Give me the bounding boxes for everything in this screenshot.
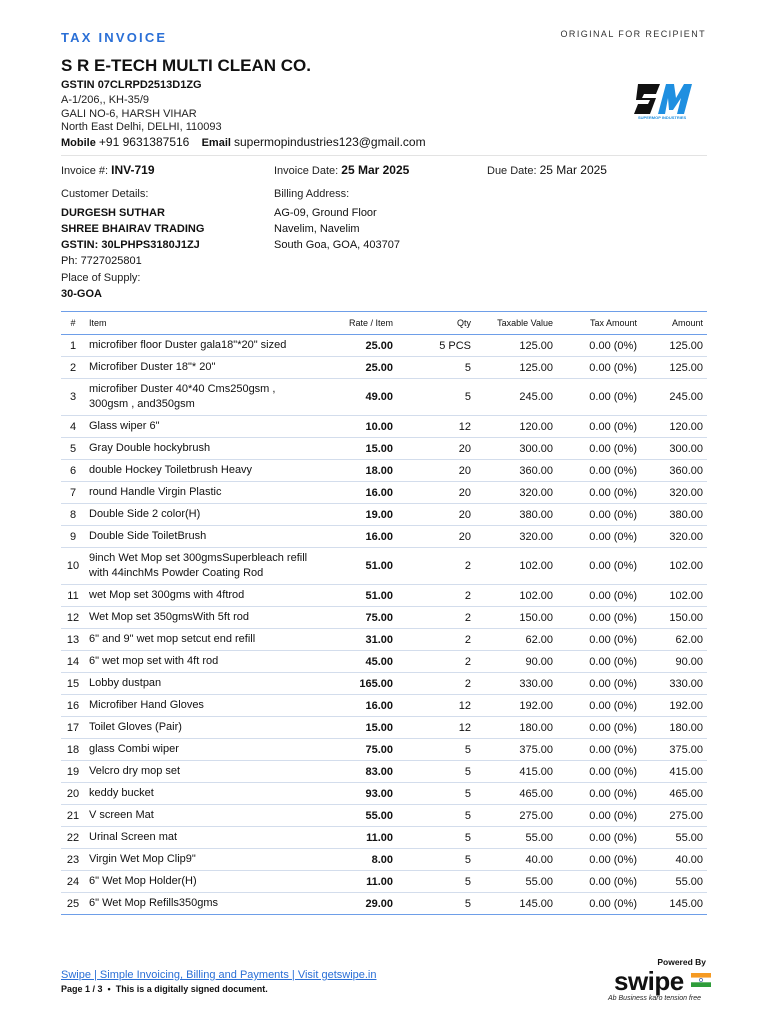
row-rate: 25.00: [315, 357, 397, 379]
customer-company: SHREE BHAIRAV TRADING: [61, 223, 205, 235]
row-num: 15: [61, 673, 85, 695]
table-row: [61, 893, 707, 915]
row-taxable: 465.00: [475, 783, 557, 805]
row-qty: 20: [397, 482, 475, 504]
row-item: microfiber floor Duster gala18"*20" sized: [85, 335, 315, 357]
row-taxable: 55.00: [475, 827, 557, 849]
row-qty: 5 PCS: [397, 335, 475, 357]
row-qty: 5: [397, 827, 475, 849]
row-amount: 120.00: [641, 416, 707, 438]
row-amount: 380.00: [641, 504, 707, 526]
row-rate: 10.00: [315, 416, 397, 438]
row-rate: 55.00: [315, 805, 397, 827]
row-tax: 0.00 (0%): [557, 871, 641, 893]
customer-gstin: GSTIN: 30LPHPS3180J1ZJ: [61, 239, 200, 251]
header-divider: [61, 155, 707, 156]
row-qty: 5: [397, 893, 475, 915]
row-num: 12: [61, 607, 85, 629]
seller-address-line2: GALI NO-6, HARSH VIHAR: [61, 107, 197, 120]
powered-by: Powered By: [657, 957, 706, 967]
col-header-taxable: Taxable Value: [475, 312, 557, 335]
col-header-amount: Amount: [641, 312, 707, 335]
row-item: keddy bucket: [85, 783, 315, 805]
row-num: 8: [61, 504, 85, 526]
row-taxable: 360.00: [475, 460, 557, 482]
row-item: microfiber Duster 40*40 Cms250gsm , 300gsm , and350gsm: [85, 379, 315, 416]
row-rate: 15.00: [315, 438, 397, 460]
row-num: 17: [61, 717, 85, 739]
bullet: •: [107, 984, 111, 994]
seller-contact: [61, 135, 426, 149]
row-tax: 0.00 (0%): [557, 460, 641, 482]
table-row: [61, 805, 707, 827]
row-qty: 20: [397, 460, 475, 482]
table-row: [61, 504, 707, 526]
row-num: 9: [61, 526, 85, 548]
row-num: 11: [61, 585, 85, 607]
table-row: [61, 482, 707, 504]
row-taxable: 150.00: [475, 607, 557, 629]
row-amount: 145.00: [641, 893, 707, 915]
row-qty: 12: [397, 695, 475, 717]
row-taxable: 380.00: [475, 504, 557, 526]
row-amount: 320.00: [641, 526, 707, 548]
row-rate: 31.00: [315, 629, 397, 651]
row-rate: 75.00: [315, 607, 397, 629]
row-qty: 5: [397, 739, 475, 761]
row-num: 18: [61, 739, 85, 761]
customer-name: DURGESH SUTHAR: [61, 207, 165, 219]
page-note: [61, 984, 268, 994]
row-num: 1: [61, 335, 85, 357]
row-item: round Handle Virgin Plastic: [85, 482, 315, 504]
row-taxable: 180.00: [475, 717, 557, 739]
row-num: 25: [61, 893, 85, 915]
table-row: [61, 871, 707, 893]
row-num: 13: [61, 629, 85, 651]
row-item: glass Combi wiper: [85, 739, 315, 761]
table-row: [61, 739, 707, 761]
row-rate: 16.00: [315, 695, 397, 717]
row-num: 10: [61, 548, 85, 585]
row-item: double Hockey Toiletbrush Heavy: [85, 460, 315, 482]
row-num: 20: [61, 783, 85, 805]
row-rate: 83.00: [315, 761, 397, 783]
row-item: Virgin Wet Mop Clip9": [85, 849, 315, 871]
row-taxable: 320.00: [475, 482, 557, 504]
row-amount: 180.00: [641, 717, 707, 739]
copy-label: ORIGINAL FOR RECIPIENT: [560, 29, 706, 39]
row-rate: 51.00: [315, 585, 397, 607]
table-row: [61, 849, 707, 871]
row-item: Gray Double hockybrush: [85, 438, 315, 460]
row-taxable: 415.00: [475, 761, 557, 783]
row-tax: 0.00 (0%): [557, 585, 641, 607]
table-row: [61, 629, 707, 651]
table-row: [61, 416, 707, 438]
row-tax: 0.00 (0%): [557, 673, 641, 695]
row-amount: 360.00: [641, 460, 707, 482]
row-tax: 0.00 (0%): [557, 357, 641, 379]
row-taxable: 55.00: [475, 871, 557, 893]
row-amount: 330.00: [641, 673, 707, 695]
row-tax: 0.00 (0%): [557, 607, 641, 629]
customer-details: [61, 186, 204, 269]
row-amount: 465.00: [641, 783, 707, 805]
row-taxable: 330.00: [475, 673, 557, 695]
row-item: Urinal Screen mat: [85, 827, 315, 849]
row-taxable: 62.00: [475, 629, 557, 651]
row-taxable: 192.00: [475, 695, 557, 717]
row-tax: 0.00 (0%): [557, 548, 641, 585]
row-qty: 5: [397, 357, 475, 379]
row-item: Microfiber Hand Gloves: [85, 695, 315, 717]
row-item: Toilet Gloves (Pair): [85, 717, 315, 739]
row-taxable: 90.00: [475, 651, 557, 673]
row-rate: 165.00: [315, 673, 397, 695]
table-row: [61, 673, 707, 695]
row-amount: 150.00: [641, 607, 707, 629]
row-rate: 45.00: [315, 651, 397, 673]
seller-address: [61, 94, 222, 135]
row-item: Velcro dry mop set: [85, 761, 315, 783]
row-tax: 0.00 (0%): [557, 526, 641, 548]
row-qty: 2: [397, 629, 475, 651]
row-amount: 375.00: [641, 739, 707, 761]
row-item: Wet Mop set 350gmsWith 5ft rod: [85, 607, 315, 629]
row-tax: 0.00 (0%): [557, 482, 641, 504]
row-qty: 2: [397, 607, 475, 629]
row-num: 5: [61, 438, 85, 460]
invoice-number-label: Invoice #:: [61, 165, 109, 177]
row-rate: 8.00: [315, 849, 397, 871]
row-qty: 20: [397, 438, 475, 460]
row-amount: 192.00: [641, 695, 707, 717]
row-num: 2: [61, 357, 85, 379]
invoice-number: [61, 163, 155, 177]
row-tax: 0.00 (0%): [557, 504, 641, 526]
row-item: Microfiber Duster 18"* 20": [85, 357, 315, 379]
row-taxable: 145.00: [475, 893, 557, 915]
row-item: 6" Wet Mop Refills350gms: [85, 893, 315, 915]
row-taxable: 125.00: [475, 335, 557, 357]
row-taxable: 320.00: [475, 526, 557, 548]
row-num: 21: [61, 805, 85, 827]
table-row: [61, 357, 707, 379]
row-rate: 16.00: [315, 482, 397, 504]
page-number: Page 1 / 3: [61, 984, 103, 994]
row-amount: 90.00: [641, 651, 707, 673]
row-amount: 62.00: [641, 629, 707, 651]
col-header-tax: Tax Amount: [557, 312, 641, 335]
col-header-qty: Qty: [397, 312, 475, 335]
logo-subtext: SUPERMOP INDUSTRIES: [638, 115, 687, 120]
row-rate: 29.00: [315, 893, 397, 915]
customer-label: Customer Details:: [61, 188, 149, 200]
seller-name: S R E-TECH MULTI CLEAN CO.: [61, 56, 311, 75]
row-qty: 2: [397, 651, 475, 673]
row-tax: 0.00 (0%): [557, 717, 641, 739]
row-taxable: 300.00: [475, 438, 557, 460]
row-item: Glass wiper 6": [85, 416, 315, 438]
row-item: 9inch Wet Mop set 300gmsSuperbleach refill with 44inchMs Powder Coating Rod: [85, 548, 315, 585]
row-tax: 0.00 (0%): [557, 651, 641, 673]
row-num: 19: [61, 761, 85, 783]
row-rate: 16.00: [315, 526, 397, 548]
india-flag-icon: [691, 973, 711, 987]
row-amount: 55.00: [641, 871, 707, 893]
row-tax: 0.00 (0%): [557, 849, 641, 871]
invoice-date-label: Invoice Date:: [274, 165, 339, 177]
row-tax: 0.00 (0%): [557, 379, 641, 416]
row-num: 6: [61, 460, 85, 482]
row-amount: 320.00: [641, 482, 707, 504]
seller-address-line1: A-1/206,, KH-35/9: [61, 94, 150, 106]
row-rate: 15.00: [315, 717, 397, 739]
row-qty: 5: [397, 871, 475, 893]
table-row: [61, 526, 707, 548]
row-qty: 5: [397, 849, 475, 871]
row-tax: 0.00 (0%): [557, 739, 641, 761]
row-qty: 2: [397, 673, 475, 695]
row-qty: 5: [397, 805, 475, 827]
row-rate: 11.00: [315, 827, 397, 849]
row-item: Lobby dustpan: [85, 673, 315, 695]
table-row: [61, 548, 707, 585]
invoice-date: [274, 163, 409, 177]
row-num: 7: [61, 482, 85, 504]
email-label: Email: [201, 137, 231, 149]
customer-phone: Ph: 7727025801: [61, 255, 142, 267]
row-qty: 20: [397, 526, 475, 548]
table-row: [61, 827, 707, 849]
seller-gstin: [61, 79, 202, 91]
billing-line1: AG-09, Ground Floor: [274, 207, 377, 219]
mobile-label: Mobile: [61, 137, 96, 149]
row-num: 3: [61, 379, 85, 416]
row-amount: 300.00: [641, 438, 707, 460]
due-date-value: 25 Mar 2025: [539, 163, 607, 177]
row-qty: 5: [397, 379, 475, 416]
row-qty: 20: [397, 504, 475, 526]
row-qty: 5: [397, 783, 475, 805]
row-amount: 102.00: [641, 585, 707, 607]
table-row: [61, 379, 707, 416]
table-row: [61, 460, 707, 482]
row-num: 16: [61, 695, 85, 717]
seller-gstin-label: GSTIN: [61, 79, 95, 91]
row-tax: 0.00 (0%): [557, 416, 641, 438]
row-item: V screen Mat: [85, 805, 315, 827]
row-tax: 0.00 (0%): [557, 783, 641, 805]
row-rate: 75.00: [315, 739, 397, 761]
table-row: [61, 607, 707, 629]
row-qty: 2: [397, 585, 475, 607]
row-amount: 415.00: [641, 761, 707, 783]
row-item: wet Mop set 300gms with 4ftrod: [85, 585, 315, 607]
billing-line2: Navelim, Navelim: [274, 223, 360, 235]
row-amount: 102.00: [641, 548, 707, 585]
row-tax: 0.00 (0%): [557, 761, 641, 783]
row-tax: 0.00 (0%): [557, 335, 641, 357]
due-date-label: Due Date:: [487, 165, 537, 177]
swipe-brand: swipe: [614, 966, 684, 996]
row-rate: 19.00: [315, 504, 397, 526]
col-header-item: Item: [85, 312, 315, 335]
row-num: 23: [61, 849, 85, 871]
row-rate: 93.00: [315, 783, 397, 805]
items-table: [61, 311, 707, 915]
document-title: TAX INVOICE: [61, 30, 168, 45]
row-item: 6" Wet Mop Holder(H): [85, 871, 315, 893]
row-taxable: 102.00: [475, 548, 557, 585]
row-rate: 18.00: [315, 460, 397, 482]
table-header-row: [61, 312, 707, 335]
supply-value: 30-GOA: [61, 288, 102, 300]
row-item: 6" and 9" wet mop setcut end refill: [85, 629, 315, 651]
row-taxable: 120.00: [475, 416, 557, 438]
row-tax: 0.00 (0%): [557, 629, 641, 651]
swipe-footer-link[interactable]: Swipe | Simple Invoicing, Billing and Payments | Visit getswipe.in: [61, 969, 377, 981]
supply-label: Place of Supply:: [61, 272, 141, 284]
row-amount: 275.00: [641, 805, 707, 827]
email-value: supermopindustries123@gmail.com: [234, 135, 426, 149]
table-row: [61, 585, 707, 607]
row-num: 14: [61, 651, 85, 673]
row-taxable: 245.00: [475, 379, 557, 416]
row-tax: 0.00 (0%): [557, 893, 641, 915]
row-rate: 51.00: [315, 548, 397, 585]
row-qty: 2: [397, 548, 475, 585]
swipe-tagline: Ab Business karo tension free: [608, 995, 701, 1002]
due-date: [487, 163, 607, 177]
row-amount: 40.00: [641, 849, 707, 871]
table-row: [61, 695, 707, 717]
row-tax: 0.00 (0%): [557, 827, 641, 849]
company-logo: [630, 80, 692, 124]
row-taxable: 275.00: [475, 805, 557, 827]
row-taxable: 125.00: [475, 357, 557, 379]
invoice-number-value: INV-719: [111, 163, 155, 177]
row-rate: 11.00: [315, 871, 397, 893]
seller-gstin-value: 07CLRPD2513D1ZG: [97, 79, 202, 91]
table-row: [61, 335, 707, 357]
mobile-value: +91 9631387516: [98, 135, 190, 149]
row-amount: 125.00: [641, 335, 707, 357]
billing-label: Billing Address:: [274, 188, 350, 200]
table-row: [61, 717, 707, 739]
row-rate: 25.00: [315, 335, 397, 357]
row-num: 22: [61, 827, 85, 849]
table-row: [61, 651, 707, 673]
row-tax: 0.00 (0%): [557, 695, 641, 717]
row-amount: 125.00: [641, 357, 707, 379]
row-amount: 245.00: [641, 379, 707, 416]
row-num: 24: [61, 871, 85, 893]
billing-line3: South Goa, GOA, 403707: [274, 239, 400, 251]
table-row: [61, 783, 707, 805]
row-taxable: 40.00: [475, 849, 557, 871]
col-header-num: #: [61, 312, 85, 335]
table-row: [61, 761, 707, 783]
row-qty: 12: [397, 416, 475, 438]
seller-address-line3: North East Delhi, DELHI, 110093: [61, 121, 222, 133]
row-tax: 0.00 (0%): [557, 805, 641, 827]
row-num: 4: [61, 416, 85, 438]
row-item: Double Side 2 color(H): [85, 504, 315, 526]
signed-note: This is a digitally signed document.: [115, 984, 268, 994]
row-item: Double Side ToiletBrush: [85, 526, 315, 548]
invoice-date-value: 25 Mar 2025: [341, 163, 410, 177]
row-item: 6" wet mop set with 4ft rod: [85, 651, 315, 673]
row-rate: 49.00: [315, 379, 397, 416]
col-header-rate: Rate / Item: [315, 312, 397, 335]
row-qty: 5: [397, 761, 475, 783]
row-qty: 12: [397, 717, 475, 739]
row-tax: 0.00 (0%): [557, 438, 641, 460]
row-taxable: 102.00: [475, 585, 557, 607]
table-row: [61, 438, 707, 460]
billing-address: [274, 186, 400, 253]
row-amount: 55.00: [641, 827, 707, 849]
place-of-supply: [61, 270, 141, 302]
row-taxable: 375.00: [475, 739, 557, 761]
